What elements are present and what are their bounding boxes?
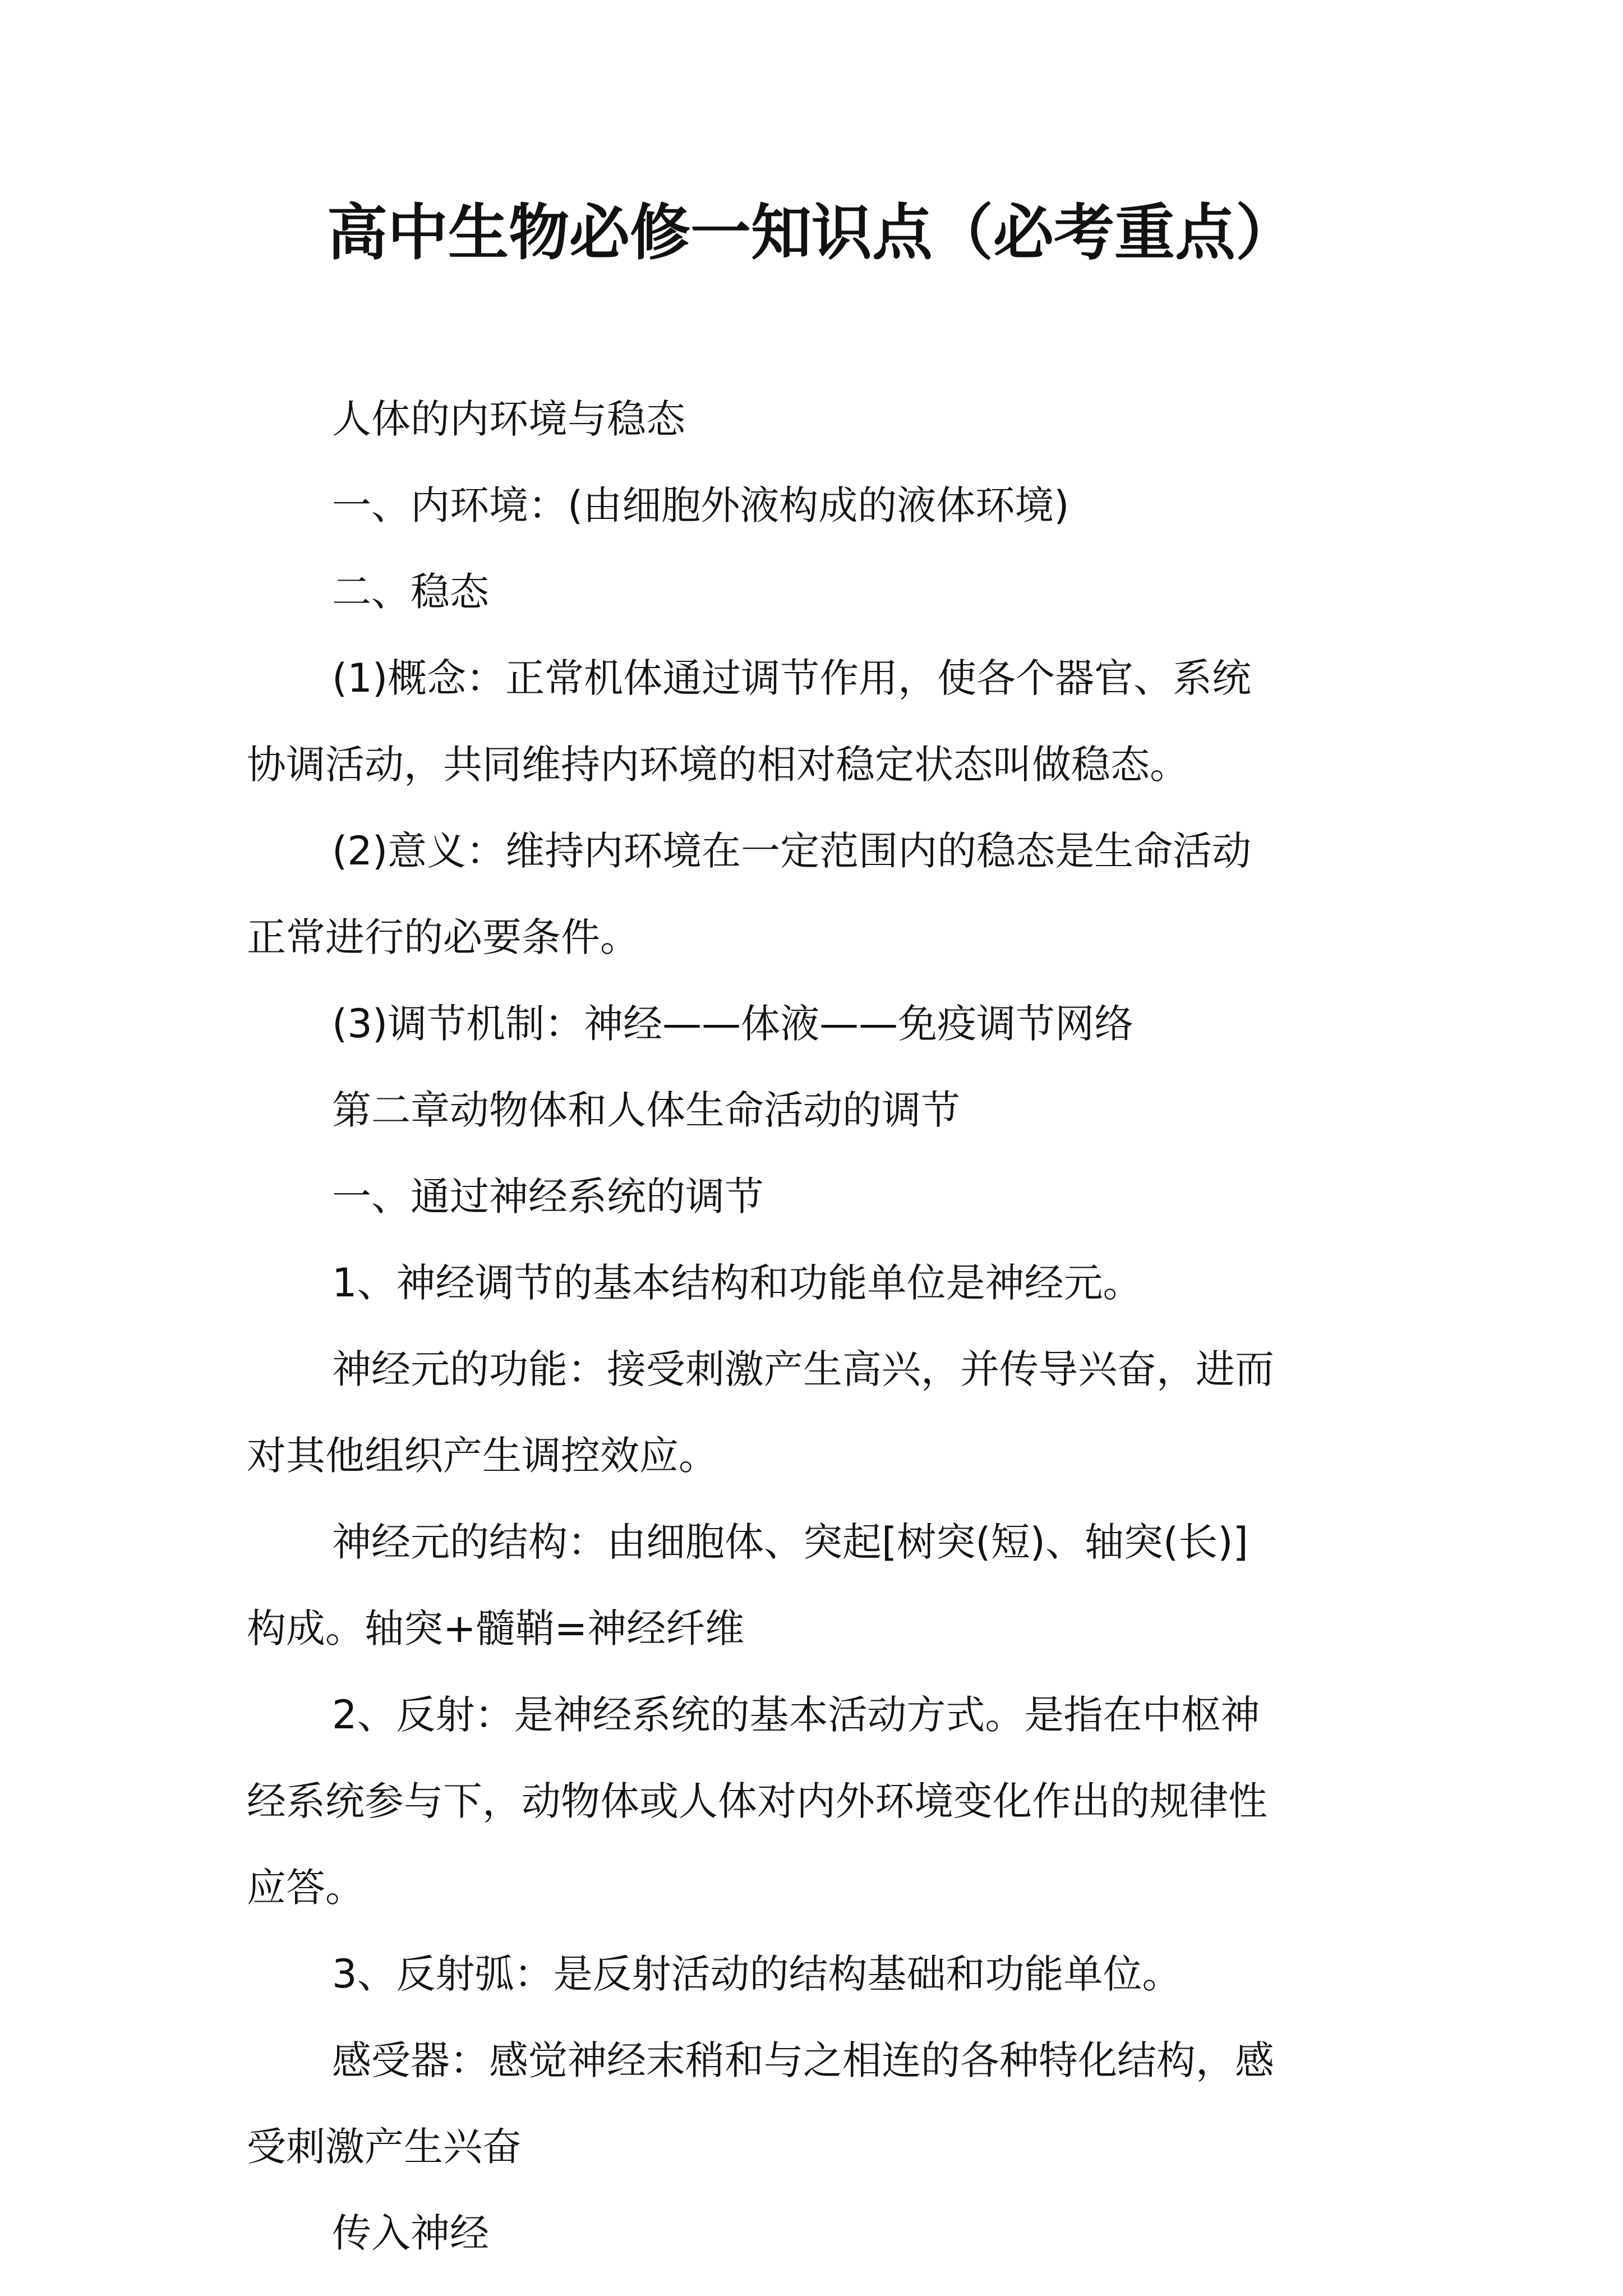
text-line: (2)意义：维持内环境在一定范围内的稳态是生命活动 <box>332 828 1252 874</box>
text-line: 二、稳态 <box>332 569 489 615</box>
paragraph <box>247 1326 1391 1499</box>
paragraph <box>247 2190 1391 2276</box>
text-line: 3、反射弧：是反射活动的结构基础和功能单位。 <box>332 1951 1182 1997</box>
paragraph <box>247 1153 1391 1240</box>
text-line: 应答。 <box>247 1865 365 1911</box>
text-line: (1)概念：正常机体通过调节作用，使各个器官、系统 <box>332 655 1252 701</box>
text-line: 神经元的结构：由细胞体、突起[树突(短)、轴突(长)] <box>332 1519 1248 1565</box>
text-line: 第二章动物体和人体生命活动的调节 <box>332 1087 960 1133</box>
paragraph <box>247 1240 1391 1326</box>
text-line: 经系统参与下，动物体或人体对内外环境变化作出的规律性 <box>247 1778 1267 1824</box>
text-line: (3)调节机制：神经——体液——免疫调节网络 <box>332 1001 1134 1047</box>
text-line: 对其他组织产生调控效应。 <box>247 1433 718 1479</box>
document-body <box>247 376 1391 2276</box>
paragraph <box>247 981 1391 1067</box>
paragraph <box>247 2017 1391 2190</box>
text-line: 传入神经 <box>332 2210 489 2256</box>
paragraph <box>247 635 1391 808</box>
paragraph <box>247 1931 1391 2017</box>
text-line: 1、神经调节的基本结构和功能单位是神经元。 <box>332 1260 1142 1306</box>
text-line: 正常进行的必要条件。 <box>247 914 639 960</box>
text-line: 人体的内环境与稳态 <box>332 396 685 442</box>
paragraph <box>247 1067 1391 1153</box>
paragraph <box>247 1672 1391 1931</box>
paragraph <box>247 1499 1391 1672</box>
paragraph <box>247 462 1391 549</box>
text-line: 一、内环境：(由细胞外液构成的液体环境) <box>332 482 1069 528</box>
text-line: 2、反射：是神经系统的基本活动方式。是指在中枢神 <box>332 1692 1260 1738</box>
paragraph <box>247 808 1391 981</box>
text-line: 感受器：感觉神经末稍和与之相连的各种特化结构，感 <box>332 2037 1274 2083</box>
paragraph <box>247 549 1391 635</box>
text-line: 协调活动，共同维持内环境的相对稳定状态叫做稳态。 <box>247 742 1189 788</box>
text-line: 一、通过神经系统的调节 <box>332 1174 764 1220</box>
document-title: 高中生物必修一知识点（必考重点） <box>326 197 1296 268</box>
text-line: 神经元的功能：接受刺激产生高兴，并传导兴奋，进而 <box>332 1346 1274 1392</box>
text-line: 构成。轴突+髓鞘=神经纤维 <box>247 1605 745 1651</box>
text-line: 受刺激产生兴奋 <box>247 2124 522 2170</box>
paragraph <box>247 376 1391 462</box>
